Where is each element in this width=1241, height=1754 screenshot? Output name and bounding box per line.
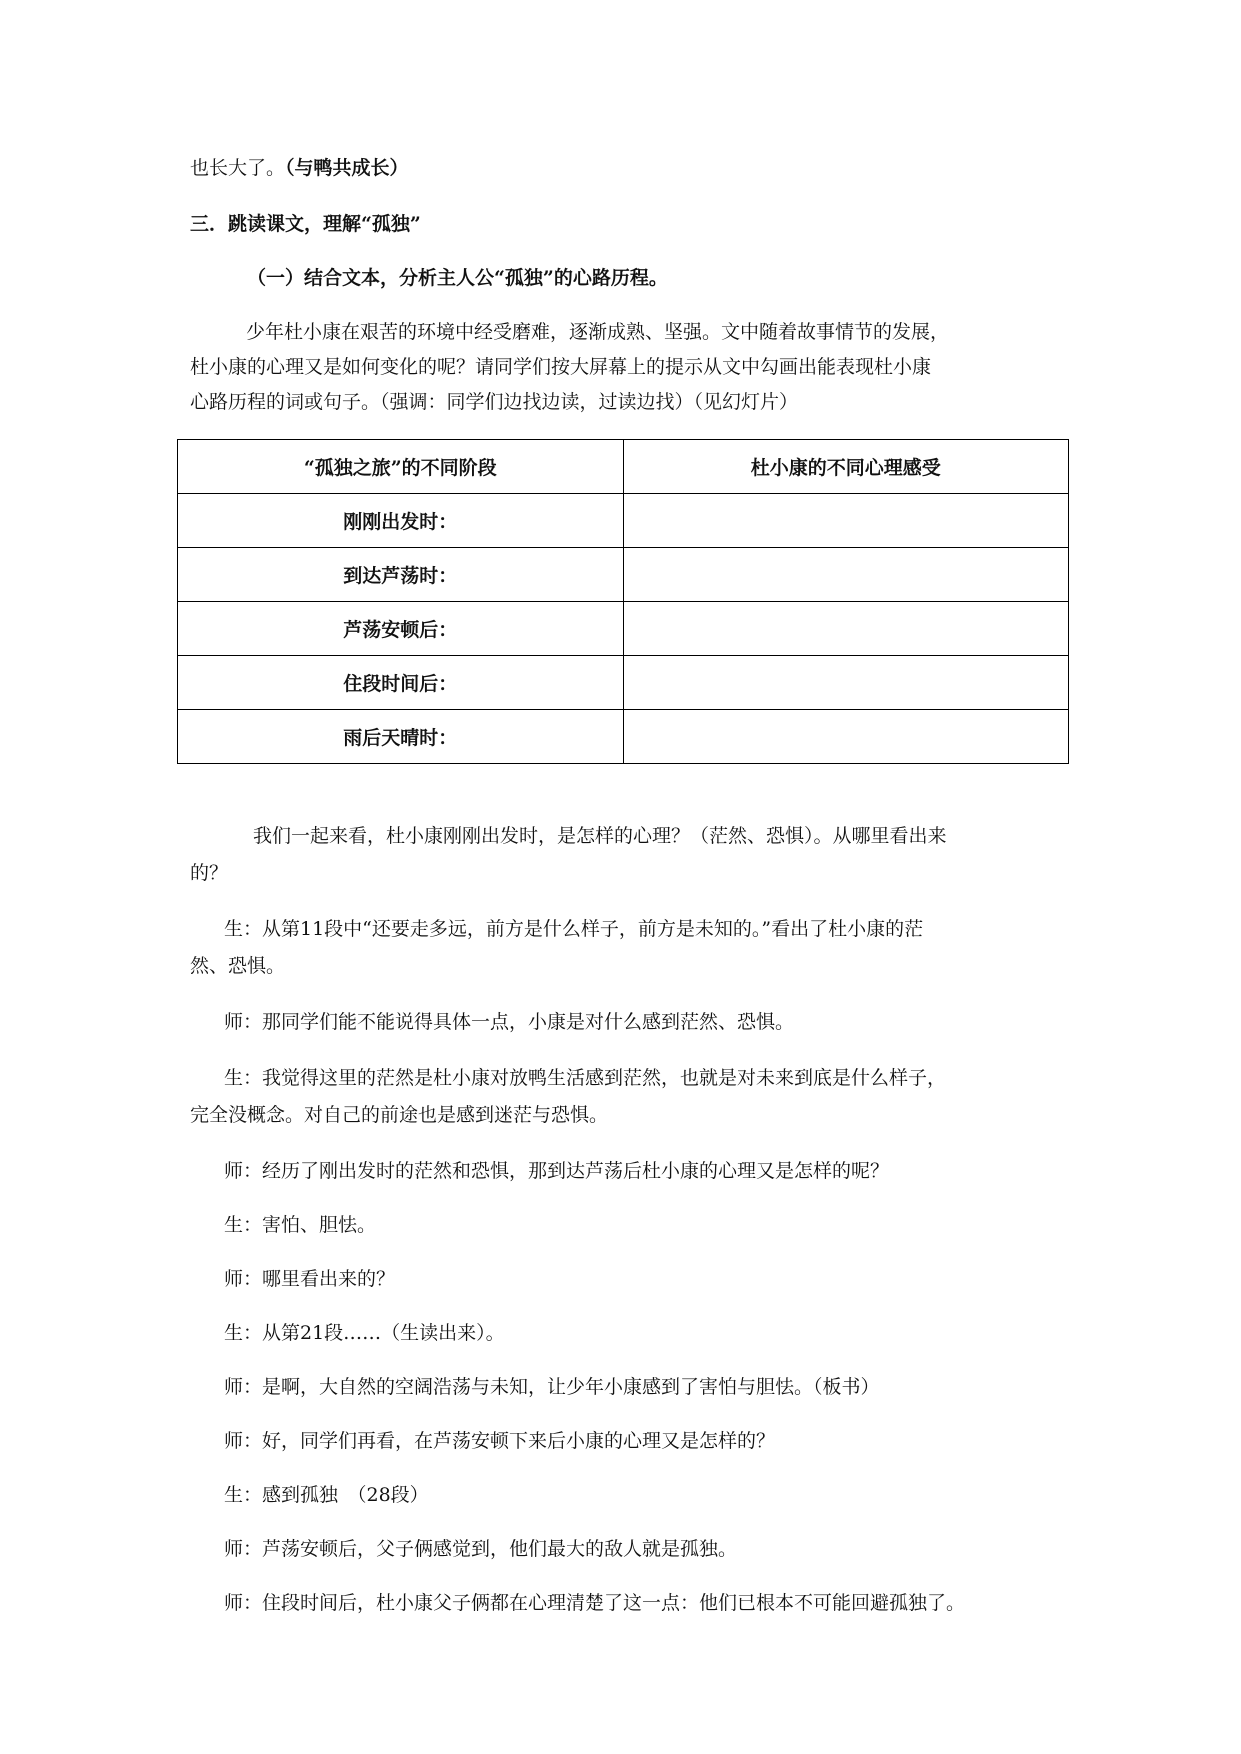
table-row: [178, 494, 1069, 548]
dialogue-8: 生：从第21段……（生读出来）。: [224, 1322, 505, 1344]
dialogue-13: 师：住段时间后，杜小康父子俩都在心理清楚了这一点：他们已根本不可能回避孤独了。: [224, 1592, 966, 1614]
dialogue-9: 师：是啊，大自然的空阔浩荡与未知，让少年小康感到了害怕与胆怯。（板书）: [224, 1376, 880, 1398]
section-3-heading: 三．跳读课文，理解“孤独”: [190, 213, 421, 235]
dialogue-1-line-2: 的？: [190, 862, 229, 884]
dialogue-4-line-1: 生：我觉得这里的茫然是杜小康对放鸭生活感到茫然，也就是对未来到底是什么样子，: [224, 1067, 947, 1089]
stage-cell: 雨后天晴时：: [178, 710, 624, 764]
table-row: [178, 548, 1069, 602]
stage-cell: 到达芦荡时：: [178, 548, 624, 602]
table-row: [178, 602, 1069, 656]
dialogue-11: 生：感到孤独 （28段）: [224, 1484, 429, 1506]
dialogue-5: 师：经历了刚出发时的茫然和恐惧，那到达芦荡后杜小康的心理又是怎样的呢？: [224, 1160, 890, 1182]
dialogue-6: 生：害怕、胆怯。: [224, 1214, 377, 1236]
paragraph-1-line-2: 杜小康的心理又是如何变化的呢？请同学们按大屏幕上的提示从文中勾画出能表现杜小康: [190, 356, 932, 378]
feeling-cell: [623, 494, 1069, 548]
feeling-cell: [623, 656, 1069, 710]
table-header-row: [178, 440, 1069, 494]
feeling-cell: [623, 548, 1069, 602]
feeling-cell: [623, 710, 1069, 764]
paragraph-1-line-1: 少年杜小康在艰苦的环境中经受磨难，逐渐成熟、坚强。文中随着故事情节的发展，: [246, 321, 950, 343]
dialogue-3: 师：那同学们能不能说得具体一点，小康是对什么感到茫然、恐惧。: [224, 1011, 795, 1033]
dialogue-7: 师：哪里看出来的？: [224, 1268, 396, 1290]
feeling-cell: [623, 602, 1069, 656]
table-row: [178, 656, 1069, 710]
header-stage: “孤独之旅”的不同阶段: [178, 440, 624, 494]
dialogue-1-line-1: 我们一起来看，杜小康刚刚出发时，是怎样的心理？（茫然、恐惧）。从哪里看出来: [253, 825, 947, 847]
dialogue-2-line-2: 然、恐惧。: [190, 955, 286, 977]
header-feeling: 杜小康的不同心理感受: [623, 440, 1069, 494]
intro-bold-note: （与鸭共成长）: [285, 157, 409, 179]
dialogue-4-line-2: 完全没概念。对自己的前途也是感到迷茫与恐惧。: [190, 1104, 609, 1126]
paragraph-1-line-3: 心路历程的词或句子。（强调：同学们边找边读，过读边找）（见幻灯片）: [190, 391, 799, 413]
stage-cell: 刚刚出发时：: [178, 494, 624, 548]
dialogue-2-line-1: 生：从第11段中“还要走多远，前方是什么样子，前方是未知的。”看出了杜小康的茫: [224, 918, 924, 940]
table-row: [178, 710, 1069, 764]
dialogue-12: 师：芦荡安顿后，父子俩感觉到，他们最大的敌人就是孤独。: [224, 1538, 738, 1560]
stages-table: [177, 439, 1069, 764]
intro-line: [190, 154, 1070, 182]
intro-text: 也长大了。: [190, 157, 286, 179]
dialogue-10: 师：好，同学们再看，在芦荡安顿下来后小康的心理又是怎样的？: [224, 1430, 776, 1452]
stage-cell: 芦荡安顿后：: [178, 602, 624, 656]
stage-cell: 住段时间后：: [178, 656, 624, 710]
subsection-1-heading: （一）结合文本，分析主人公“孤独”的心路历程。: [247, 267, 668, 289]
